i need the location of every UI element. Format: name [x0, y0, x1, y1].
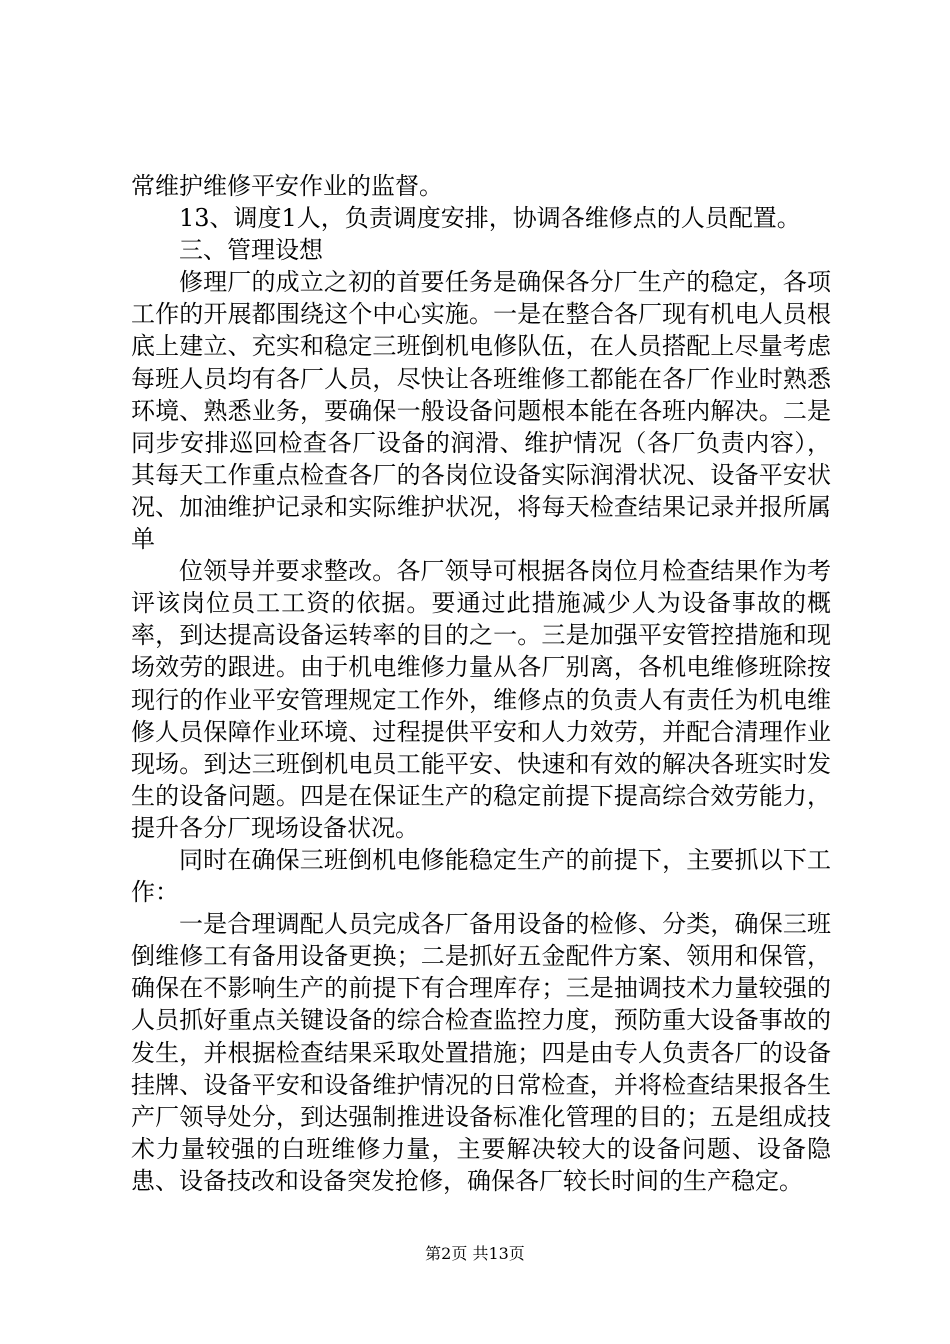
section-heading: 三、管理设想	[179, 236, 323, 265]
paragraph-1: 常维护维修平安作业的监督。	[131, 172, 443, 200]
page-number-label: 第2页 共13页	[425, 1244, 525, 1263]
paragraph-5: 同时在确保三班倒机电修能稳定生产的前提下，主要抓以下工作：	[131, 845, 831, 907]
paragraph-4: 位领导并要求整改。各厂领导可根据各岗位月检查结果作为考评该岗位员工工资的依据。要通过此措施减少人为设备事故的概率，到达提高设备运转率的目的之一。三是加强平安管控措施和现场效劳的跟进。由于机电维修力量从各厂别离，各机电维修班除按现行的作业平安管理规定工作外，维修点的负责人有责任为机电维修人员保障作业环境、过程提供平安和人力效劳，并配合清理作业现场。到达三班倒机电员工能平安、快速和有效的解决各班实时发生的设备问题。四是在保证生产的稳定前提下提高综合效劳能力，提升各分厂现场设备状况。	[131, 557, 831, 842]
paragraph-6: 一是合理调配人员完成各厂备用设备的检修、分类，确保三班倒维修工有备用设备更换；二是抓好五金配件方案、领用和保管，确保在不影响生产的前提下有合理库存；三是抽调技术力量较强的人员抓好重点关键设备的综合检查监控力度，预防重大设备事故的发生，并根据检查结果采取处置措施；四是由专人负责各厂的设备挂牌、设备平安和设备维护情况的日常检查，并将检查结果报各生产厂领导处分，到达强制推进设备标准化管理的目的；五是组成技术力量较强的白班维修力量，主要解决较大的设备问题、设备隐患、设备技改和设备突发抢修，确保各厂较长时间的生产稳定。	[131, 910, 831, 1195]
paragraph-2: 13、调度1人，负责调度安排，协调各维修点的人员配置。	[179, 204, 801, 233]
paragraph-3: 修理厂的成立之初的首要任务是确保各分厂生产的稳定，各项工作的开展都围绕这个中心实施。一是在整合各厂现有机电人员根底上建立、充实和稳定三班倒机电修队伍，在人员搭配上尽量考虑每班人员均有各厂人员，尽快让各班维修工都能在各厂作业时熟悉环境、熟悉业务，要确保一般设备问题根本能在各班内解决。二是同步安排巡回检查各厂设备的润滑、维护情况（各厂负责内容），其每天工作重点检查各厂的各岗位设备实际润滑状况、设备平安状况、加油维护记录和实际维护状况，将每天检查结果记录并报所属单	[131, 268, 831, 554]
body-text	[131, 170, 831, 1197]
page-footer	[0, 1244, 950, 1264]
